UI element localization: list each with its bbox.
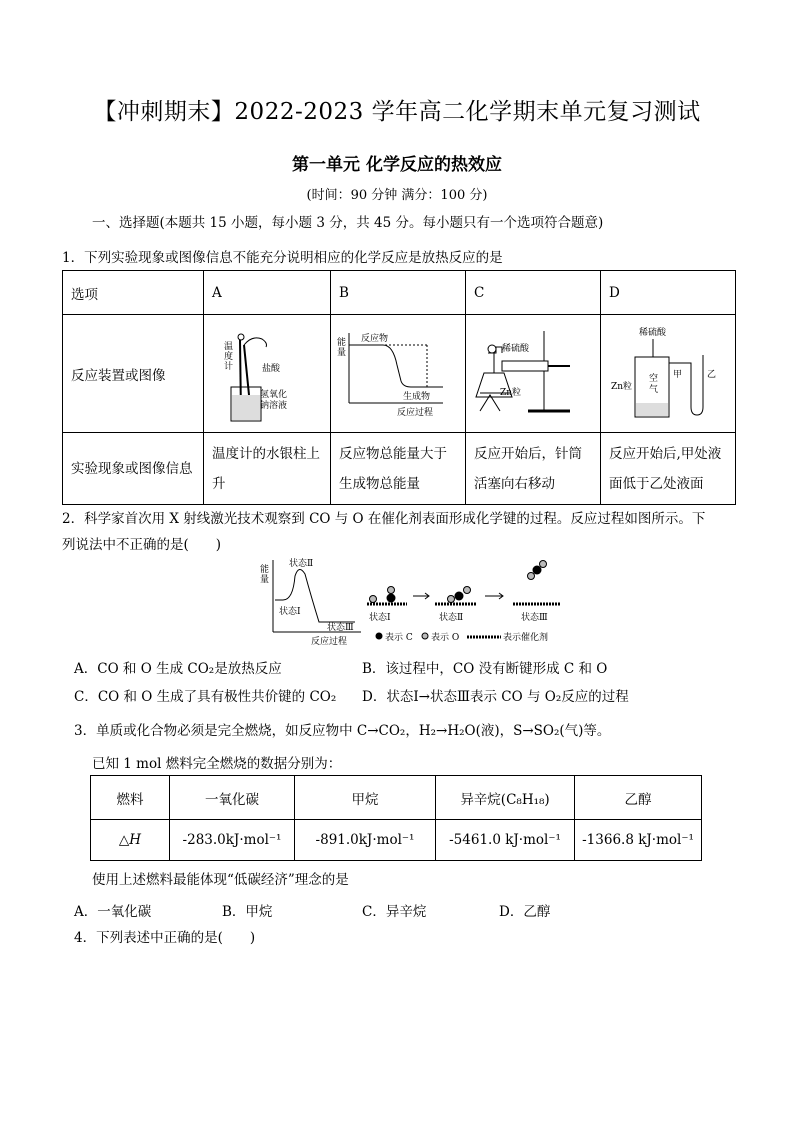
q1-row-label: 反应装置或图像 xyxy=(63,315,204,433)
fig-b-cell xyxy=(331,315,466,433)
fig-d-u-tube-setup xyxy=(601,315,735,428)
q3-header-row xyxy=(91,776,702,820)
fig-a-cell xyxy=(204,315,331,433)
fig-b-process-label: 反应过程 xyxy=(397,408,434,418)
section-heading: 一、选择题(本题共 15 小题，每小题 3 分，共 45 分。每小题只有一个选项符合题意) xyxy=(92,215,604,231)
q3-option-b: B．甲烷 xyxy=(222,904,273,920)
fig-d-acid-label: 稀硫酸 xyxy=(639,328,667,338)
q2-state3-label: 状态Ⅲ xyxy=(327,623,354,633)
q1-header-cell: B xyxy=(331,271,466,315)
fig-d-zn-label: Zn粒 xyxy=(611,382,633,392)
fig-c-acid-label: 稀硫酸 xyxy=(502,344,530,354)
q1-result-cell: 实验现象或图像信息 xyxy=(63,433,204,505)
fig-c-syringe-setup xyxy=(466,315,600,428)
q2-option-c: C．CO 和 O 生成了具有极性共价键的 CO₂ xyxy=(74,689,337,705)
fig-d-cell xyxy=(601,315,736,433)
q2-state1-label: 状态Ⅰ xyxy=(279,607,301,617)
q1-result-cell: 反应物总能量大于生成物总能量 xyxy=(331,433,466,505)
q3-value-row xyxy=(91,820,702,861)
q3-stem: 3．单质或化合物必须是完全燃烧，如反应物中 C→CO₂，H₂→H₂O(液)，S→SO₂(气)等。 xyxy=(74,723,611,739)
q3-value-cell: -1366.8 kJ·mol⁻¹ xyxy=(575,820,702,861)
fig-a-naoh-label: 氢氧化钠溶液 xyxy=(260,390,288,411)
unit-subtitle: 第一单元 化学反应的热效应 xyxy=(292,155,502,175)
q3-option-d: D．乙醇 xyxy=(499,904,551,920)
q1-stem: 1．下列实验现象或图像信息不能充分说明相应的化学反应是放热反应的是 xyxy=(62,250,503,266)
q1-figure-row xyxy=(63,315,736,433)
q1-header-row xyxy=(63,271,736,315)
q3-header-cell: 异辛烷(C₈H₁₈) xyxy=(436,776,575,820)
q1-header-cell: A xyxy=(204,271,331,315)
q3-given: 已知 1 mol 燃料完全燃烧的数据分别为： xyxy=(92,756,342,772)
q4-stem: 4．下列表述中正确的是( ) xyxy=(74,930,256,946)
q1-result-cell: 反应开始后,甲处液面低于乙处液面 xyxy=(601,433,736,505)
q3-value-cell: △H xyxy=(91,820,170,861)
q3-value-cell: -5461.0 kJ·mol⁻¹ xyxy=(436,820,575,861)
fig-b-reactant-label: 反应物 xyxy=(361,334,389,344)
q2-process-label: 反应过程 xyxy=(311,637,348,647)
q3-value-cell: -891.0kJ·mol⁻¹ xyxy=(295,820,436,861)
q1-result-cell: 温度计的水银柱上升 xyxy=(204,433,331,505)
q3-header-cell: 燃料 xyxy=(91,776,170,820)
fig-b-energy-label: 能量 xyxy=(337,338,347,358)
fig-b-energy-diagram xyxy=(331,315,465,428)
page-title: 【冲刺期末】2022-2023 学年高二化学期末单元复习测试 xyxy=(93,99,701,125)
q1-table xyxy=(62,270,736,505)
q2-option-a: A．CO 和 O 生成 CO₂是放热反应 xyxy=(74,661,282,677)
q3-header-cell: 一氧化碳 xyxy=(170,776,295,820)
q2-energy-label: 能量 xyxy=(260,565,270,585)
q3-table xyxy=(90,775,702,861)
q2-legend-c: 表示 C xyxy=(385,633,413,643)
fig-a-thermometer-setup xyxy=(204,315,330,428)
q1-header-cell: 选项 xyxy=(63,271,204,315)
q3-option-a: A．一氧化碳 xyxy=(74,904,152,920)
q2-stem-line2: 列说法中不正确的是( ) xyxy=(62,537,222,553)
q2-panel2-label: 状态Ⅱ xyxy=(439,613,464,623)
fig-b-product-label: 生成物 xyxy=(403,392,431,402)
q2-option-d: D．状态Ⅰ→状态Ⅲ表示 CO 与 O₂反应的过程 xyxy=(362,689,629,705)
q1-header-cell: D xyxy=(601,271,736,315)
q2-panel1-label: 状态Ⅰ xyxy=(369,613,391,623)
fig-c-zn-label: Zn粒 xyxy=(500,388,522,398)
q2-reaction-diagram xyxy=(255,556,595,648)
fig-d-jia-label: 甲 xyxy=(673,370,683,380)
fig-c-cell xyxy=(466,315,601,433)
fig-d-yi-label: 乙 xyxy=(707,370,717,380)
q3-header-cell: 甲烷 xyxy=(295,776,436,820)
time-info: (时间：90 分钟 满分：100 分) xyxy=(306,188,488,203)
q3-question: 使用上述燃料最能体现“低碳经济”理念的是 xyxy=(92,872,349,888)
q2-stem-line1: 2．科学家首次用 X 射线激光技术观察到 CO 与 O 在催化剂表面形成化学键的过程。反应过程如图所示。下 xyxy=(62,511,706,527)
q1-result-cell: 反应开始后，针筒活塞向右移动 xyxy=(466,433,601,505)
q2-state2-label: 状态Ⅱ xyxy=(289,559,314,569)
fig-a-label: 温度计 xyxy=(224,342,234,372)
q3-value-cell: -283.0kJ·mol⁻¹ xyxy=(170,820,295,861)
fig-d-air-label: 空气 xyxy=(649,374,659,395)
fig-a-hcl-label: 盐酸 xyxy=(262,364,281,374)
q2-panel3-label: 状态Ⅲ xyxy=(521,613,548,623)
q3-header-cell: 乙醇 xyxy=(575,776,702,820)
q1-result-row xyxy=(63,433,736,505)
q1-header-cell: C xyxy=(466,271,601,315)
q2-option-b: B．该过程中，CO 没有断键形成 C 和 O xyxy=(362,661,608,677)
q2-legend-catalyst: 表示催化剂 xyxy=(503,633,549,643)
q3-option-c: C．异辛烷 xyxy=(362,904,427,920)
q2-legend-o: 表示 O xyxy=(431,633,460,643)
